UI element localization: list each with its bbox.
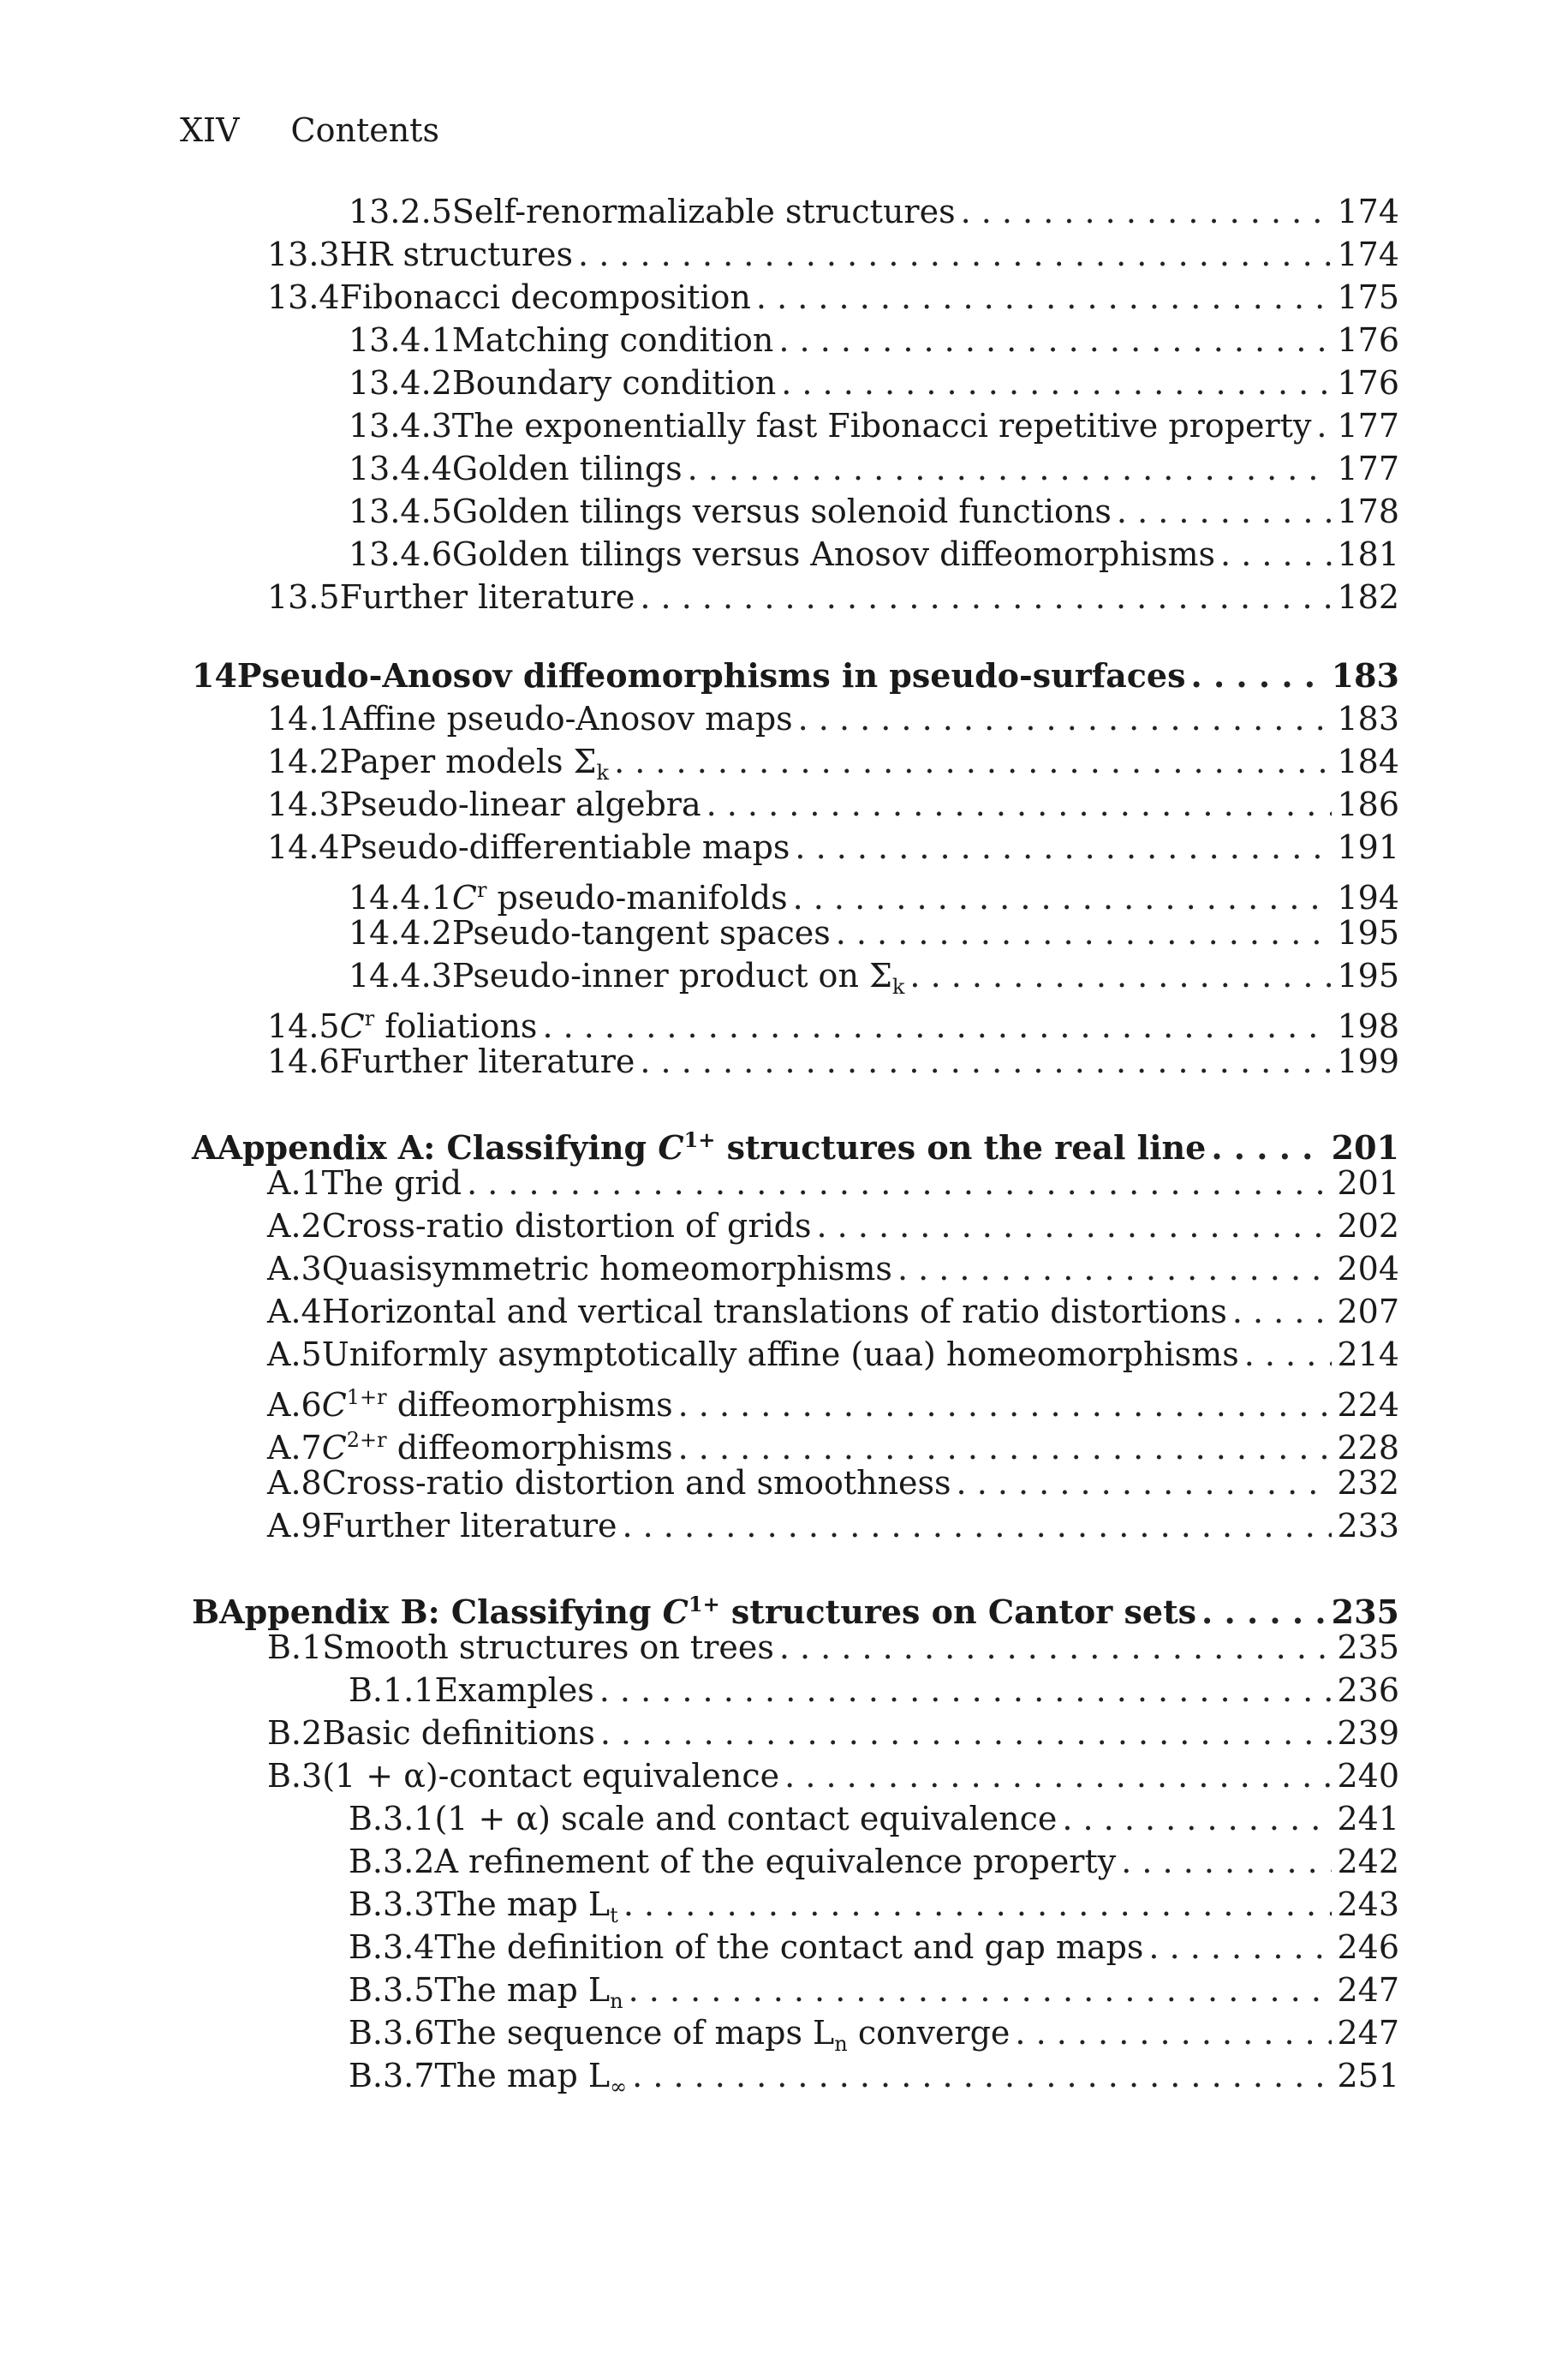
entry-title-text: pseudo-manifolds [486,879,788,917]
entry-page-number: 235 [1331,1592,1399,1631]
toc-entry[interactable] [267,1419,1399,1467]
entry-title [322,1504,617,1547]
entry-title-text: diffeomorphisms [386,1429,673,1467]
entry-page-number: 194 [1337,879,1399,917]
entry-title [322,1333,1239,1376]
toc-entry[interactable] [267,1204,1399,1247]
toc-entry[interactable] [349,911,1399,954]
entry-title-text: structures on the real line [715,1128,1207,1167]
toc-entry[interactable] [267,1461,1399,1504]
entry-title [452,911,831,954]
math-subscript: k [596,761,610,785]
entry-number: B.3.1 [349,1800,435,1837]
entry-number: 13.4.2 [349,364,452,402]
math-subscript: k [891,975,905,999]
entry-number: B.3.6 [349,2014,435,2052]
entry-title-text: Pseudo-Anosov diffeomorphisms in pseudo-surfaces [236,656,1186,695]
entry-number: B [192,1592,220,1631]
math-superscript: 1+ [683,1127,716,1152]
entry-number: A [192,1128,218,1167]
entry-title-text: Self-renormalizable structures [451,193,956,230]
entry-number: A.8 [267,1464,322,1502]
entry-title-text: A refinement of the equivalence property [434,1843,1117,1880]
dot-leader [467,1162,1332,1204]
toc-entry[interactable] [349,490,1399,533]
entry-number: 13.4.3 [349,407,452,445]
entry-page-number: 183 [1337,700,1399,738]
entry-page-number: 176 [1337,321,1399,359]
toc-entry[interactable] [267,1333,1399,1376]
entry-title-text: Golden tilings [451,450,683,487]
entry-page-number: 183 [1331,656,1399,695]
entry-title-text: Golden tilings versus solenoid functions [451,493,1112,530]
entry-title-text: Basic definitions [322,1714,595,1752]
toc-entry[interactable] [349,1669,1399,1712]
entry-title-text: The map L [434,1885,611,1923]
entry-page-number: 195 [1337,914,1399,952]
dot-leader [778,319,1332,361]
entry-title-lead: Appendix A: Classifying [217,1128,659,1167]
dot-leader [1220,533,1332,576]
entry-title [322,1162,462,1204]
math-superscript: 1+r [346,1385,387,1409]
entry-page-number: 247 [1337,2014,1399,2052]
math-symbol: C [658,1128,684,1167]
entry-title [452,404,1312,447]
toc-entry[interactable] [349,404,1399,447]
entry-title-text: Pseudo-tangent spaces [451,914,831,952]
entry-number: 13.4 [267,278,340,316]
toc-entry[interactable] [267,740,1399,783]
entry-page-number: 177 [1337,450,1399,487]
entry-number: 14 [192,656,237,695]
dot-leader [836,911,1333,954]
entry-title [322,1247,892,1290]
dot-leader [781,361,1332,404]
entry-title [340,1040,635,1083]
toc-entry[interactable] [267,276,1399,319]
dot-leader [599,1669,1333,1712]
entry-title [452,190,956,233]
dot-leader [706,783,1333,826]
math-subscript: n [834,2032,848,2056]
entry-page-number: 191 [1337,828,1399,866]
entry-title [340,826,790,869]
dot-leader [1190,654,1326,697]
toc-entry[interactable] [192,1583,1399,1631]
entry-page-number: 232 [1337,1464,1399,1502]
entry-number: B.3.3 [349,1885,435,1923]
entry-number: A.5 [267,1335,322,1373]
entry-number: B.3.7 [349,2057,435,2094]
entry-page-number: 182 [1337,578,1399,616]
entry-title [452,490,1112,533]
entry-title [452,361,776,404]
entry-title-text: The map L [434,1971,611,2009]
entry-number: A.4 [267,1293,322,1330]
entry-number: A.7 [267,1429,322,1467]
entry-title-text: Quasisymmetric homeomorphisms [321,1250,892,1288]
dot-leader [795,826,1332,869]
dot-leader [1316,404,1332,447]
math-superscript: 1+ [688,1592,720,1616]
toc-entry[interactable] [267,997,1399,1045]
entry-title-text: Matching condition [451,321,774,359]
dot-leader [600,1712,1333,1754]
entry-title [434,1926,1143,1969]
toc-entry[interactable] [267,1376,1399,1424]
entry-title-text: The definition of the contact and gap maps [434,1928,1144,1966]
entry-number: 13.4.1 [349,321,452,359]
entry-page-number: 178 [1337,493,1399,530]
dot-leader [1232,1290,1333,1333]
entry-number: 14.2 [267,743,340,780]
entry-number: B.1.1 [349,1671,435,1709]
entry-title [322,1461,951,1504]
entry-page-number: 195 [1337,957,1399,995]
toc-entry[interactable] [267,1247,1399,1290]
dot-leader [798,697,1333,740]
toc-entry[interactable] [267,1290,1399,1333]
math-symbol: C [321,1429,347,1467]
math-subscript: ∞ [610,2075,628,2099]
entry-title-text: The exponentially fast Fibonacci repetitive property [451,407,1312,445]
entry-title [340,233,573,276]
math-superscript: r [476,878,487,902]
entry-title-text: Examples [434,1671,594,1709]
entry-number: B.3.2 [349,1843,435,1880]
entry-title-text: HR structures [339,236,574,273]
entry-title [322,1626,774,1669]
dot-leader [688,447,1333,490]
entry-title [434,2054,627,2108]
dot-leader [1062,1797,1332,1840]
dot-leader [1117,490,1333,533]
entry-title [340,576,635,618]
entry-title-text: Golden tilings versus Anosov diffeomorphisms [451,535,1216,573]
dot-leader [632,2054,1332,2097]
entry-title [340,697,793,740]
entry-title [322,1754,779,1797]
entry-title-text: The grid [321,1164,462,1202]
dot-leader [640,576,1332,618]
entry-title [452,533,1215,576]
math-subscript: t [610,1903,618,1927]
entry-title-text: Cross-ratio distortion and smoothness [321,1464,951,1502]
entry-title [237,654,1186,697]
dot-leader [961,190,1333,233]
toc-entry[interactable] [267,1040,1399,1083]
toc-entry[interactable] [267,1626,1399,1669]
dot-leader [578,233,1332,276]
entry-number: 14.5 [267,1007,340,1045]
entry-title [434,1669,593,1712]
entry-title-text: Further literature [321,1507,617,1545]
math-symbol: C [321,1386,347,1424]
entry-number: 13.2.5 [349,193,452,230]
entry-title-text: structures on Cantor sets [719,1592,1197,1631]
entry-page-number: 247 [1337,1971,1399,2009]
dot-leader [629,1969,1333,2011]
entry-title-text: The sequence of maps L [434,2014,835,2052]
entry-number: A.2 [267,1207,322,1245]
toc-entry[interactable] [192,1119,1399,1167]
entry-number: 14.1 [267,700,340,738]
entry-title [322,1204,812,1247]
entry-title-text: Paper models Σ [339,743,597,780]
toc-entry[interactable] [349,361,1399,404]
toc-entry[interactable] [267,1504,1399,1547]
toc-entry[interactable] [267,1712,1399,1754]
toc-entry[interactable] [349,319,1399,361]
math-superscript: r [364,1007,375,1031]
entry-number: 13.4.4 [349,450,452,487]
dot-leader [1015,2011,1332,2054]
entry-page-number: 176 [1337,364,1399,402]
entry-page-number: 236 [1337,1671,1399,1709]
entry-number: 14.4.2 [349,914,452,952]
dot-leader [1148,1926,1332,1969]
toc-entry[interactable] [192,654,1399,697]
entry-number: 13.3 [267,236,340,273]
entry-page-number: 233 [1337,1507,1399,1545]
toc-entry[interactable] [349,1840,1399,1883]
entry-number: B.3 [267,1757,323,1795]
toc-entry[interactable] [267,826,1399,869]
entry-title-text: Uniformly asymptotically affine (uaa) homeomorphisms [321,1335,1239,1373]
entry-number: 13.4.5 [349,493,452,530]
dot-leader [909,954,1332,997]
toc-entry[interactable] [267,783,1399,826]
entry-title-text: (1 + α)-contact equivalence [322,1757,780,1795]
dot-leader [897,1247,1333,1290]
entry-title-text: Cross-ratio distortion of grids [321,1207,812,1245]
toc-entry[interactable] [267,1162,1399,1204]
entry-page-number: 240 [1337,1757,1399,1795]
toc-entry[interactable] [349,190,1399,233]
toc-entry[interactable] [267,233,1399,276]
entry-page-number: 201 [1331,1128,1399,1167]
entry-title-text: Boundary condition [451,364,777,402]
toc-entry[interactable] [349,1926,1399,1969]
toc-entry[interactable] [349,869,1399,917]
entry-page-number: 181 [1337,535,1399,573]
toc-entry[interactable] [349,447,1399,490]
entry-page-number: 241 [1337,1800,1399,1837]
entry-title [340,276,751,319]
entry-number: 14.4.3 [349,957,452,995]
dot-leader [614,740,1332,783]
dot-leader [623,1883,1333,1926]
entry-page-number: 174 [1337,236,1399,273]
entry-number: A.6 [267,1386,322,1424]
dot-leader [1121,1840,1332,1883]
entry-title-text: Pseudo-linear algebra [339,786,701,823]
math-symbol: C [339,1007,365,1045]
entry-title-text: Further literature [339,1043,635,1080]
entry-page-number: 224 [1337,1386,1399,1424]
entry-title [322,1290,1227,1333]
dot-leader [817,1204,1333,1247]
dot-leader [779,1626,1333,1669]
entry-page-number: 204 [1337,1250,1399,1288]
dot-leader [756,276,1333,319]
dot-leader [1244,1333,1333,1376]
toc-entry[interactable] [349,1883,1399,1926]
entry-title-text: Pseudo-differentiable maps [339,828,790,866]
entry-title-text: (1 + α) scale and contact equivalence [434,1800,1058,1837]
page-header [180,111,439,149]
entry-title-text: Horizontal and vertical translations of ratio distortions [321,1293,1227,1330]
entry-number: B.3.4 [349,1928,435,1966]
entry-page-number: 214 [1337,1335,1399,1373]
entry-page-number: 174 [1337,193,1399,230]
entry-page-number: 242 [1337,1843,1399,1880]
math-subscript: n [610,1989,623,2013]
dot-leader [957,1461,1333,1504]
toc-entry[interactable] [349,2011,1399,2054]
toc-entry[interactable] [349,2054,1399,2097]
page-number: XIV [180,111,240,149]
entry-title [434,1840,1116,1883]
entry-title [340,783,701,826]
toc-entry[interactable] [349,1969,1399,2011]
dot-leader [622,1504,1332,1547]
entry-number: 14.3 [267,786,340,823]
toc-entry[interactable] [349,533,1399,576]
entry-page-number: 239 [1337,1714,1399,1752]
toc-entry[interactable] [267,1754,1399,1797]
math-superscript: 2+r [346,1428,387,1452]
entry-number: 14.4.1 [349,879,452,917]
entry-page-number: 184 [1337,743,1399,780]
entry-number: 14.6 [267,1043,340,1080]
entry-title [322,1712,595,1754]
entry-title-text: Pseudo-inner product on Σ [451,957,892,995]
entry-page-number: 235 [1337,1628,1399,1666]
entry-number: B.3.5 [349,1971,435,2009]
entry-number: 14.4 [267,828,340,866]
entry-number: 13.4.6 [349,535,452,573]
dot-leader [640,1040,1332,1083]
entry-page-number: 251 [1337,2057,1399,2094]
toc-entry[interactable] [267,576,1399,618]
entry-page-number: 199 [1337,1043,1399,1080]
dot-leader [784,1754,1332,1797]
entry-number: A.3 [267,1250,322,1288]
entry-page-number: 246 [1337,1928,1399,1966]
entry-page-number: 207 [1337,1293,1399,1330]
entry-title-text: foliations [374,1007,538,1045]
entry-page-number: 202 [1337,1207,1399,1245]
entry-number: A.1 [267,1164,322,1202]
entry-page-number: 186 [1337,786,1399,823]
entry-number: B.1 [267,1628,323,1666]
entry-page-number: 198 [1337,1007,1399,1045]
entry-title-text: Smooth structures on trees [322,1628,774,1666]
entry-page-number: 175 [1337,278,1399,316]
entry-page-number: 201 [1337,1164,1399,1202]
entry-number: B.2 [267,1714,323,1752]
entry-title-text: Fibonacci decomposition [339,278,751,316]
toc-entry[interactable] [267,697,1399,740]
entry-title [434,1797,1057,1840]
entry-number: A.9 [267,1507,322,1545]
entry-page-number: 243 [1337,1885,1399,1923]
entry-title-text: diffeomorphisms [386,1386,673,1424]
math-symbol: C [662,1592,689,1631]
toc-entry[interactable] [349,1797,1399,1840]
running-title: Contents [290,111,439,149]
entry-title [452,447,683,490]
entry-title-tail: converge [847,2014,1011,2052]
entry-number: 13.5 [267,578,340,616]
entry-title-text: Affine pseudo-Anosov maps [339,700,793,738]
math-symbol: C [451,879,477,917]
entry-title-text: The map L [434,2057,611,2094]
entry-title-text: Further literature [339,578,635,616]
entry-page-number: 177 [1337,407,1399,445]
entry-title-lead: Appendix B: Classifying [219,1592,663,1631]
entry-page-number: 228 [1337,1429,1399,1467]
entry-title [452,319,774,361]
toc-entry[interactable] [349,954,1399,997]
